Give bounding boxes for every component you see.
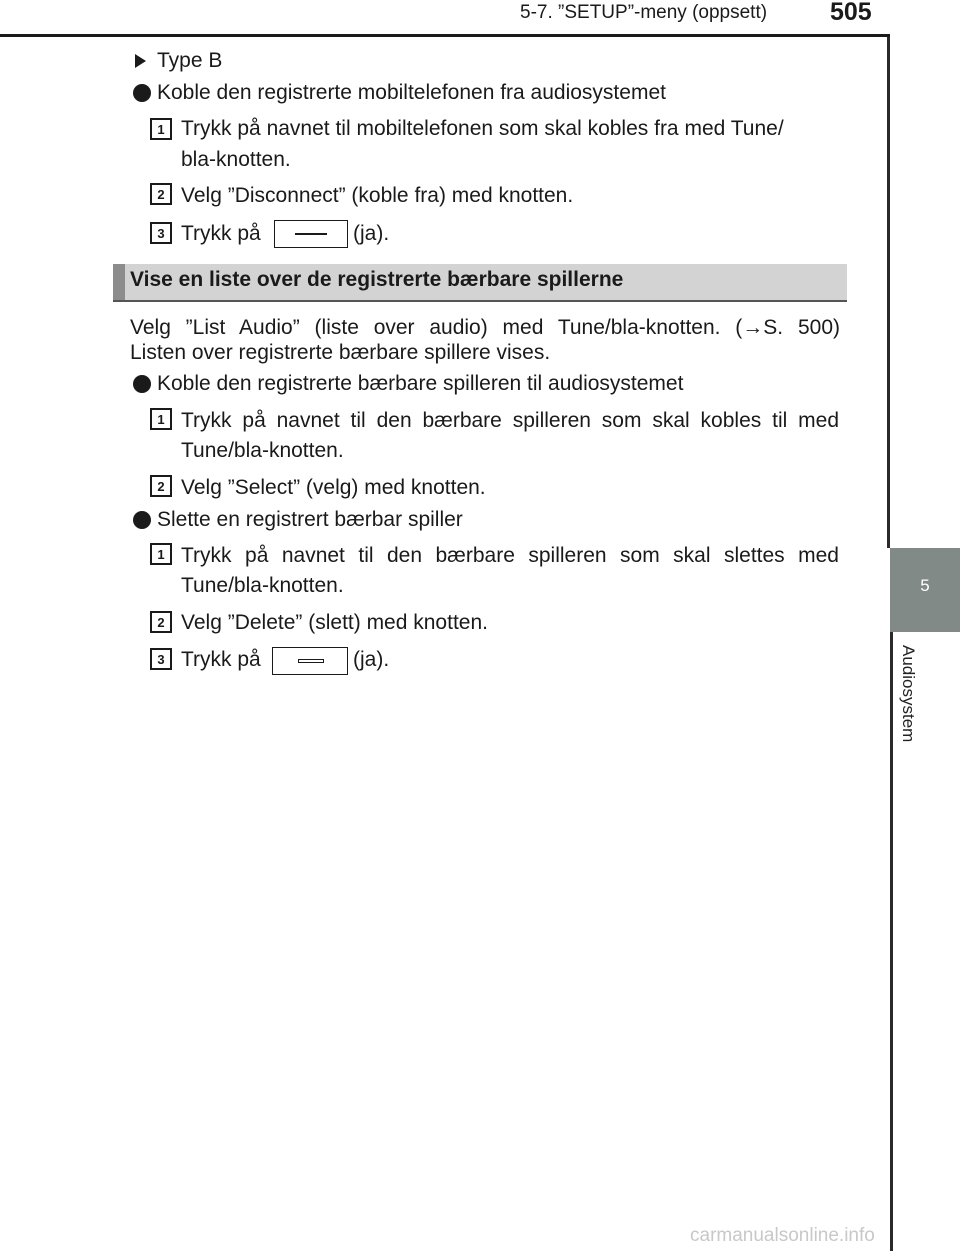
yes-key-icon (272, 647, 348, 675)
step-text-suffix: (ja). (353, 222, 390, 245)
step-number: 3 (150, 222, 172, 244)
type-label: Type B (157, 49, 223, 72)
chapter-label: Audiosystem (899, 645, 918, 743)
step-number: 1 (150, 408, 172, 430)
step-text: Velg ”Select” (velg) med knotten. (181, 476, 486, 499)
step-text-cont: bla-knotten. (181, 148, 291, 171)
step-number: 2 (150, 475, 172, 497)
right-rule (887, 37, 890, 548)
yes-key-icon (274, 220, 348, 248)
section-title: Vise en liste over de registrerte bærbare spillerne (130, 268, 624, 291)
step-text: Trykk på (181, 648, 261, 671)
header-section-title: 5-7. ”SETUP”-meny (oppsett) (520, 2, 768, 23)
step-text: Velg ”Delete” (slett) med knotten. (181, 611, 488, 634)
step-text: Trykk på navnet til den bærbare spilleren som skal kobles til med (181, 409, 839, 432)
intro-text-cont: Listen over registrerte bærbare spillere vises. (130, 341, 551, 364)
bullet-icon (133, 84, 151, 102)
page-number: 505 (830, 0, 872, 26)
step-text: Trykk på (181, 222, 261, 245)
step-text-cont: Tune/bla-knotten. (181, 574, 344, 597)
bullet-icon (133, 511, 151, 529)
chapter-tab (890, 548, 960, 632)
step-number: 1 (150, 543, 172, 565)
step-number: 3 (150, 648, 172, 670)
step-text: Trykk på navnet til den bærbare spilleren som skal slettes med (181, 544, 839, 567)
chapter-number: 5 (920, 576, 930, 595)
step-text: Velg ”Disconnect” (koble fra) med knotten. (181, 184, 574, 207)
step-number: 2 (150, 611, 172, 633)
step-text-cont: Tune/bla-knotten. (181, 439, 344, 462)
bullet-text: Slette en registrert bærbar spiller (157, 508, 463, 531)
bullet-text: Koble den registrerte mobiltelefonen fra audiosystemet (157, 81, 666, 104)
footer-watermark: carmanualsonline.info (690, 1225, 875, 1246)
intro-text: Velg ”List Audio” (liste over audio) med Tune/bla-knotten. (→S. 500) (130, 316, 840, 339)
bullet-text: Koble den registrerte bærbare spilleren til audiosystemet (157, 372, 684, 395)
step-number: 1 (150, 118, 172, 140)
header-rule (0, 34, 890, 37)
triangle-icon (135, 54, 146, 68)
step-text-suffix: (ja). (353, 648, 390, 671)
step-text: Trykk på navnet til mobiltelefonen som skal kobles fra med Tune/ (181, 117, 784, 140)
step-number: 2 (150, 183, 172, 205)
bullet-icon (133, 375, 151, 393)
